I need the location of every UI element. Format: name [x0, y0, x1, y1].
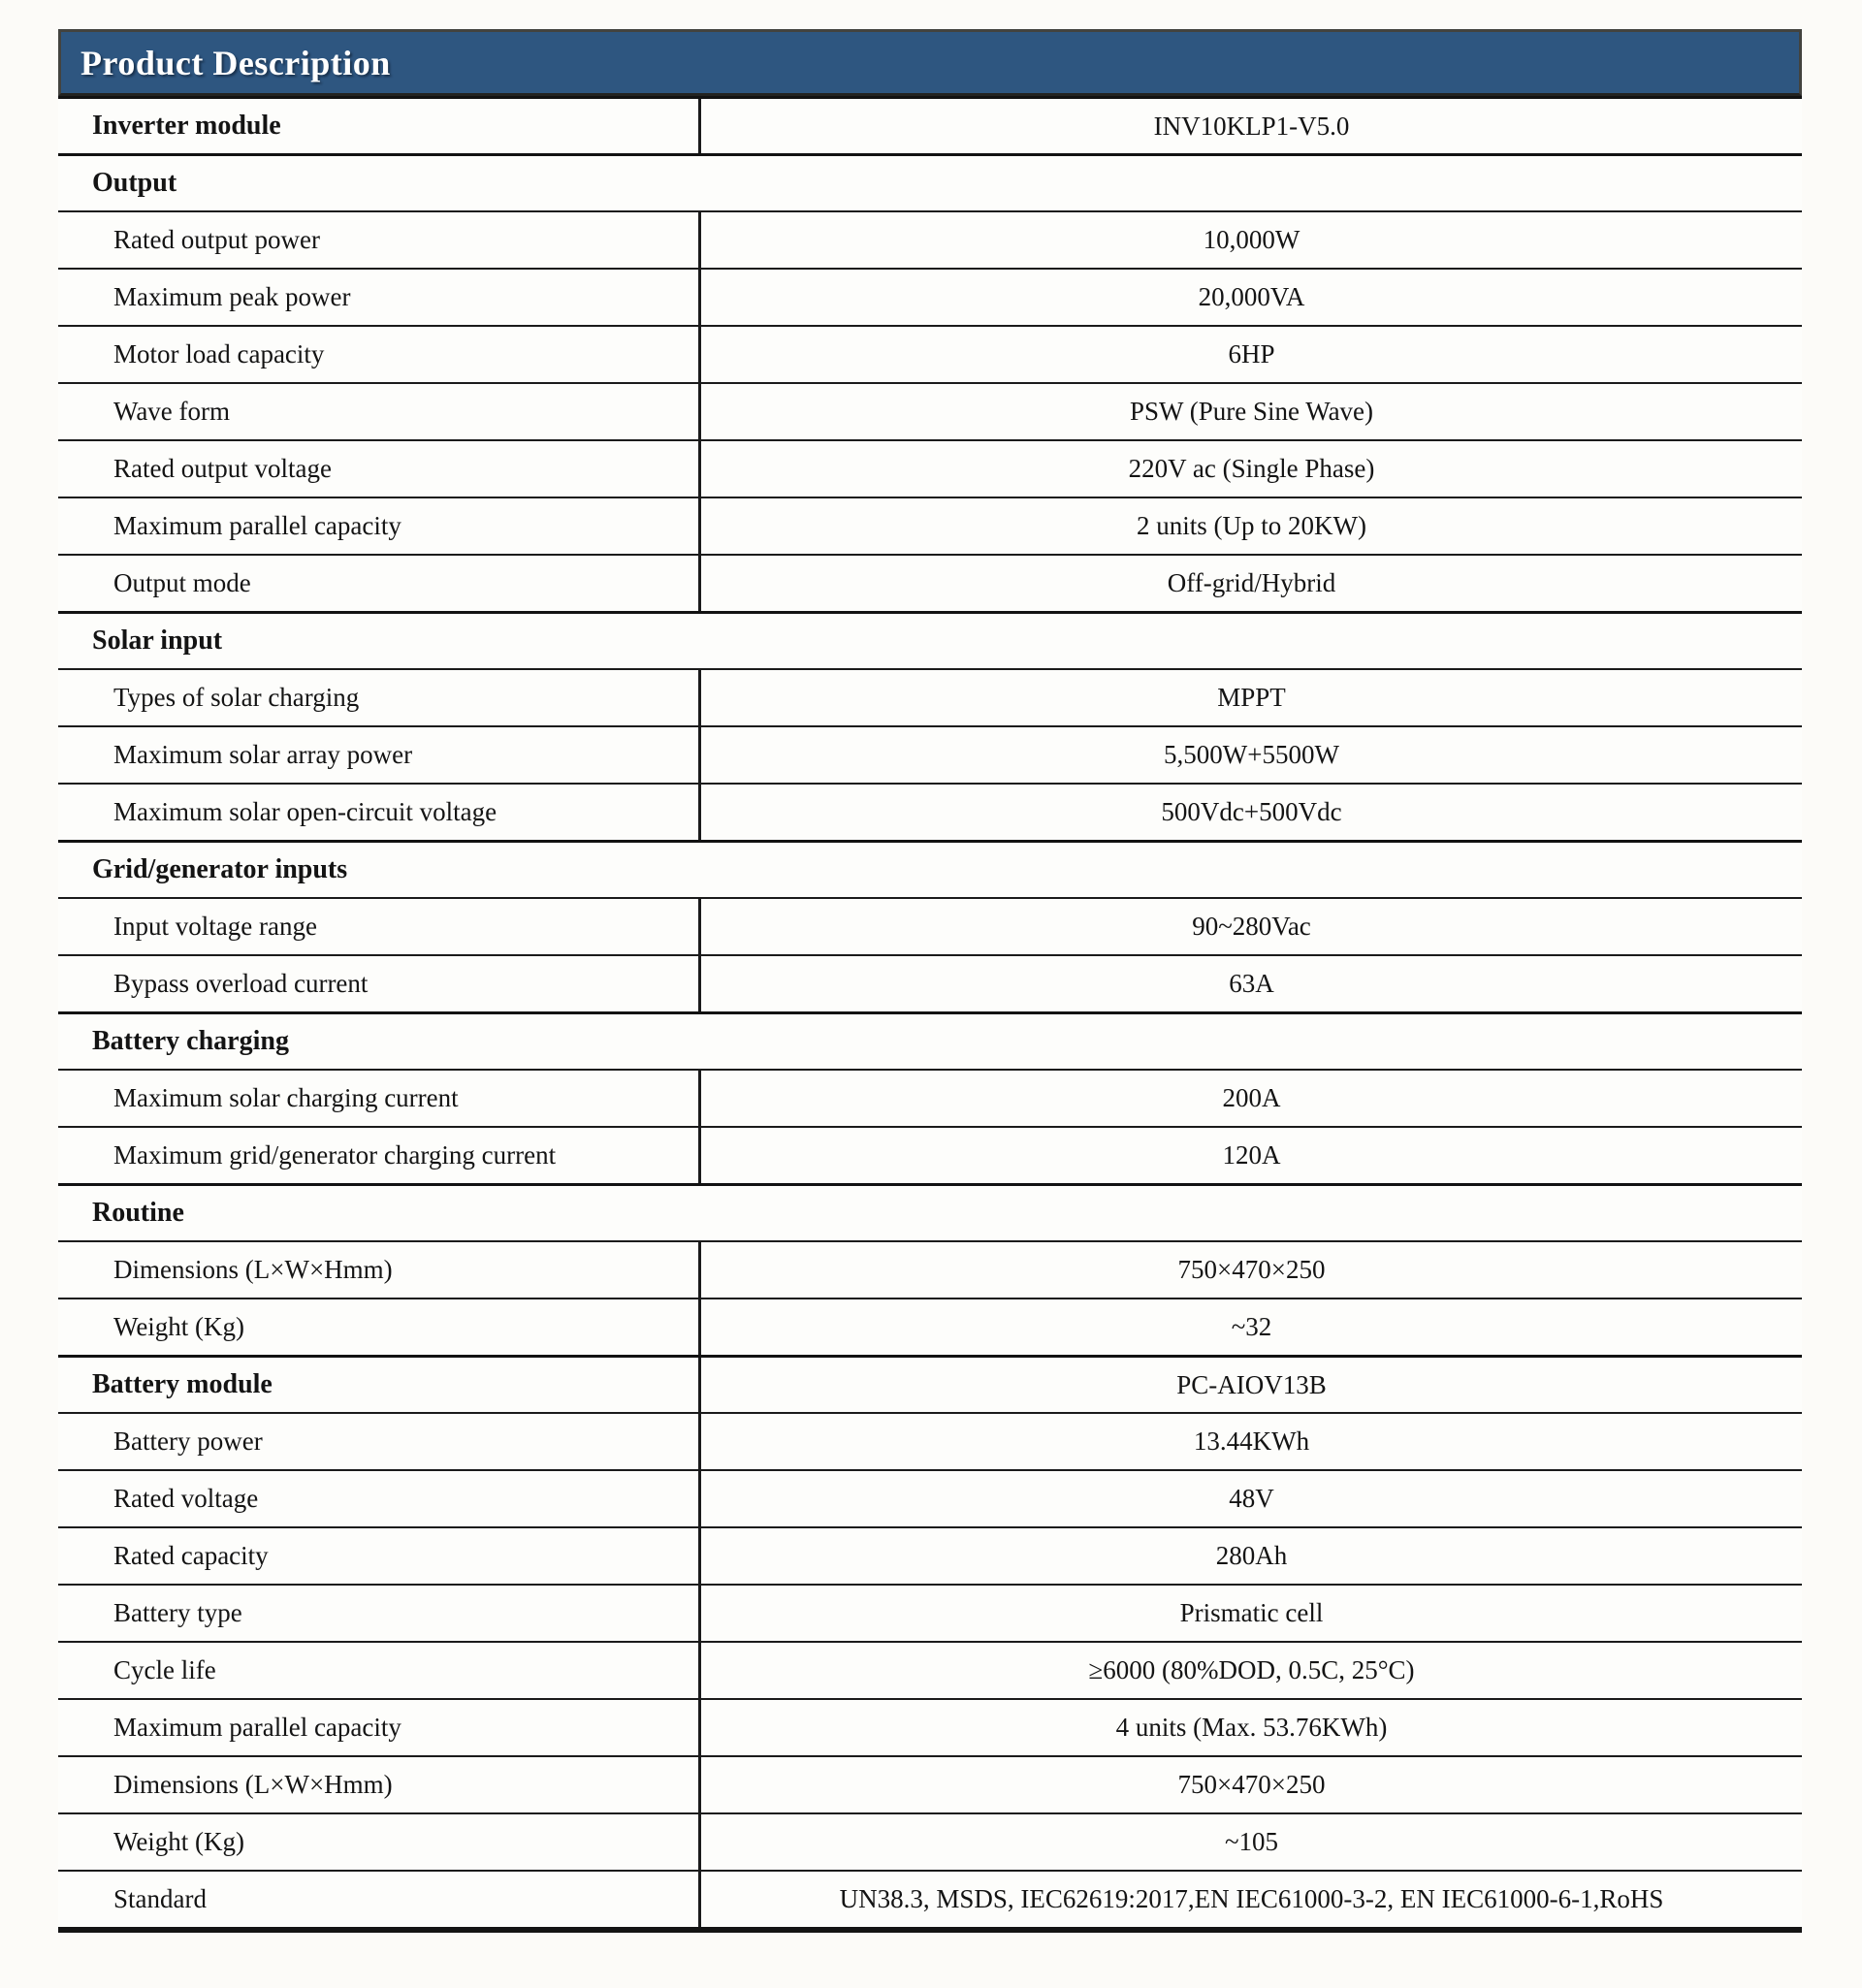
spec-label: Battery type	[113, 1598, 242, 1627]
spec-value: 2 units (Up to 20KW)	[698, 498, 1802, 554]
spec-row	[58, 382, 1802, 439]
spec-value: ~32	[698, 1299, 1802, 1355]
spec-value: 90~280Vac	[698, 899, 1802, 954]
spec-row	[58, 668, 1802, 725]
spec-label: Battery power	[113, 1427, 263, 1456]
spec-value: MPPT	[698, 670, 1802, 725]
section-row	[58, 1183, 1802, 1240]
product-spec-table	[58, 29, 1802, 1933]
spec-row	[58, 1355, 1802, 1412]
spec-label: Types of solar charging	[113, 683, 360, 712]
spec-row	[58, 1526, 1802, 1584]
spec-value: PSW (Pure Sine Wave)	[698, 384, 1802, 439]
spec-value: 20,000VA	[698, 270, 1802, 325]
spec-row	[58, 268, 1802, 325]
spec-row	[58, 96, 1802, 153]
spec-label: Battery module	[92, 1369, 273, 1399]
spec-row	[58, 1755, 1802, 1812]
spec-label: Output mode	[113, 568, 251, 597]
spec-label: Rated capacity	[113, 1541, 269, 1570]
spec-value: Prismatic cell	[698, 1586, 1802, 1641]
section-row	[58, 153, 1802, 210]
spec-row	[58, 1584, 1802, 1641]
spec-row	[58, 783, 1802, 840]
spec-row	[58, 1298, 1802, 1355]
spec-value: 5,500W+5500W	[698, 727, 1802, 783]
spec-label: Motor load capacity	[113, 339, 325, 369]
spec-value: UN38.3, MSDS, IEC62619:2017,EN IEC61000-3-2, EN IEC61000-6-1,RoHS	[698, 1872, 1802, 1927]
spec-row	[58, 1412, 1802, 1469]
spec-row	[58, 725, 1802, 783]
spec-row	[58, 1641, 1802, 1698]
spec-row	[58, 954, 1802, 1011]
spec-value: 200A	[698, 1071, 1802, 1126]
spec-value: 500Vdc+500Vdc	[698, 785, 1802, 840]
spec-label: Inverter module	[92, 111, 281, 141]
spec-label: Maximum grid/generator charging current	[113, 1140, 557, 1170]
spec-row	[58, 554, 1802, 611]
spec-row	[58, 325, 1802, 382]
spec-row	[58, 1469, 1802, 1526]
spec-value: 13.44KWh	[698, 1414, 1802, 1469]
spec-value: ~105	[698, 1814, 1802, 1870]
spec-value: 10,000W	[698, 212, 1802, 268]
spec-value: 6HP	[698, 327, 1802, 382]
spec-value: 120A	[698, 1128, 1802, 1183]
spec-label: Bypass overload current	[113, 969, 369, 998]
spec-value: 280Ah	[698, 1528, 1802, 1584]
spec-label: Maximum parallel capacity	[113, 511, 401, 540]
spec-row	[58, 1812, 1802, 1870]
spec-label: Maximum solar array power	[113, 740, 413, 769]
spec-label: Dimensions (L×W×Hmm)	[113, 1770, 393, 1799]
spec-row	[58, 439, 1802, 497]
spec-rows-container	[58, 96, 1802, 1927]
spec-label: Input voltage range	[113, 912, 317, 941]
spec-value: 48V	[698, 1471, 1802, 1526]
section-label: Solar input	[92, 625, 223, 656]
spec-label: Weight (Kg)	[113, 1312, 245, 1341]
spec-value: INV10KLP1-V5.0	[698, 99, 1802, 153]
spec-row	[58, 897, 1802, 954]
spec-label: Maximum solar open-circuit voltage	[113, 797, 498, 826]
spec-label: Rated output voltage	[113, 454, 332, 483]
section-label: Routine	[92, 1198, 184, 1228]
spec-label: Weight (Kg)	[113, 1827, 245, 1856]
section-row	[58, 840, 1802, 897]
table-title-bar	[58, 29, 1802, 96]
spec-label: Standard	[113, 1884, 207, 1913]
spec-label: Wave form	[113, 397, 231, 426]
spec-row	[58, 1069, 1802, 1126]
spec-label: Maximum solar charging current	[113, 1083, 459, 1112]
spec-value: 750×470×250	[698, 1757, 1802, 1812]
spec-value: 220V ac (Single Phase)	[698, 441, 1802, 497]
section-row	[58, 1011, 1802, 1069]
spec-value: PC-AIOV13B	[698, 1358, 1802, 1412]
spec-row	[58, 210, 1802, 268]
spec-label: Dimensions (L×W×Hmm)	[113, 1255, 393, 1284]
section-label: Output	[92, 168, 177, 198]
spec-row	[58, 1126, 1802, 1183]
spec-value: 63A	[698, 956, 1802, 1011]
spec-label: Maximum parallel capacity	[113, 1713, 401, 1742]
spec-row	[58, 1240, 1802, 1298]
spec-value: 750×470×250	[698, 1242, 1802, 1298]
spec-label: Maximum peak power	[113, 282, 351, 311]
spec-row	[58, 497, 1802, 554]
section-label: Battery charging	[92, 1026, 289, 1056]
section-label: Grid/generator inputs	[92, 854, 348, 884]
table-title: Product Description	[80, 43, 391, 82]
spec-value: ≥6000 (80%DOD, 0.5C, 25°C)	[698, 1643, 1802, 1698]
section-row	[58, 611, 1802, 668]
spec-label: Rated output power	[113, 225, 320, 254]
spec-value: 4 units (Max. 53.76KWh)	[698, 1700, 1802, 1755]
spec-label: Rated voltage	[113, 1484, 259, 1513]
spec-row	[58, 1870, 1802, 1927]
spec-label: Cycle life	[113, 1655, 216, 1684]
spec-row	[58, 1698, 1802, 1755]
spec-value: Off-grid/Hybrid	[698, 556, 1802, 611]
